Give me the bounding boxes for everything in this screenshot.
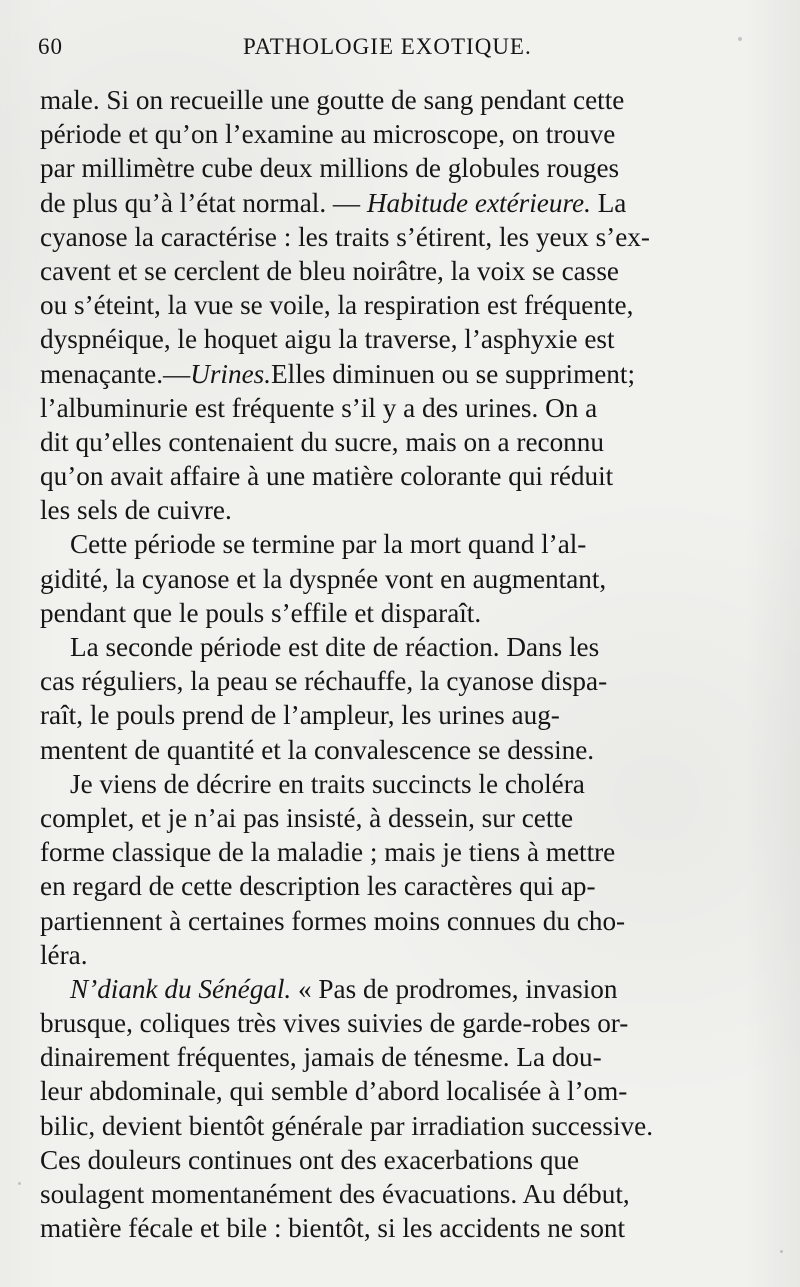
text-line: raît, le pouls prend de l’ampleur, les urines aug- <box>40 700 560 731</box>
text-line: dyspnéique, le hoquet aigu la traverse, l’asphyxie est <box>40 324 615 355</box>
text-line: male. Si on recueille une goutte de sang pendant cette <box>40 85 625 115</box>
text-line: brusque, coliques très vives suivies de garde-robes or- <box>40 1008 629 1039</box>
text-line: ou s’éteint, la vue se voile, la respiration est fréquente, <box>40 290 634 321</box>
italic-heading: Habitude extérieure. <box>366 187 591 218</box>
text-line: Ces douleurs continues ont des exacerbations que <box>40 1144 580 1175</box>
text-line: cavent et se cerclent de bleu noirâtre, la voix se casse <box>40 255 619 286</box>
text-line: cas réguliers, la peau se réchauffe, la cyanose dispa- <box>40 666 608 697</box>
text-line: léra. <box>40 939 88 970</box>
text-line: pendant que le pouls s’effile et disparaît. <box>40 597 482 628</box>
text-line: leur abdominale, qui semble d’abord localisée à l’om- <box>40 1076 628 1107</box>
text-line: par millimètre cube deux millions de globules rouges <box>40 153 620 184</box>
text-segment: « Pas de prodromes, invasion <box>291 973 618 1004</box>
italic-heading: N’diank du Sénégal. <box>70 973 292 1004</box>
text-line: soulagent momentanément des évacuations. Au début, <box>40 1179 630 1209</box>
text-line: qu’on avait affaire à une matière colorante qui réduit <box>40 461 614 492</box>
text-line: dinairement fréquentes, jamais de ténesme. La dou- <box>40 1042 602 1073</box>
body-text <box>40 83 720 1245</box>
text-line: partiennent à certaines formes moins connues du cho- <box>40 905 626 936</box>
text-segment: menaçante.— <box>40 358 191 389</box>
running-title: PATHOLOGIE EXOTIQUE. <box>243 34 532 59</box>
ink-spot <box>18 1182 21 1185</box>
text-segment: de plus qu’à l’état normal. — <box>40 187 367 218</box>
italic-heading: Urines. <box>190 358 272 389</box>
ink-spot <box>780 1250 783 1253</box>
text-line: La seconde période est dite de réaction. Dans les <box>70 632 600 662</box>
text-line: cyanose la caractérise : les traits s’étirent, les yeux s’ex- <box>40 221 650 252</box>
text-line: forme classique de la maladie ; mais je tiens à mettre <box>40 837 616 868</box>
text-line: matière fécale et bile : bientôt, si les accidents ne sont <box>40 1213 626 1244</box>
text-line <box>40 972 720 1006</box>
text-line: l’albuminurie est fréquente s’il y a des urines. On a <box>40 392 598 423</box>
text-line: les sels de cuivre. <box>40 495 232 526</box>
page-number: 60 <box>38 34 63 59</box>
text-line: en regard de cette description les caractères qui ap- <box>40 871 596 902</box>
text-segment: Elles diminuen ou se suppriment; <box>271 358 635 389</box>
ink-spot <box>738 37 742 41</box>
text-line: complet, et je n’ai pas insisté, à dessein, sur cette <box>40 802 574 833</box>
text-line: Je viens de décrire en traits succincts le choléra <box>70 768 585 799</box>
text-line: gidité, la cyanose et la dyspnée vont en augmentant, <box>40 563 607 594</box>
page-header <box>38 34 728 66</box>
text-line: mentent de quantité et la convalescence se dessine. <box>40 734 595 765</box>
text-line <box>40 186 720 220</box>
text-segment: La <box>590 187 627 218</box>
text-line <box>40 357 720 391</box>
text-line: dit qu’elles contenaient du sucre, mais on a reconnu <box>40 426 604 457</box>
text-line: bilic, devient bientôt générale par irradiation successive. <box>40 1110 653 1141</box>
text-line: période et qu’on l’examine au microscope, on trouve <box>40 119 616 150</box>
text-line: Cette période se termine par la mort quand l’al- <box>70 529 587 560</box>
